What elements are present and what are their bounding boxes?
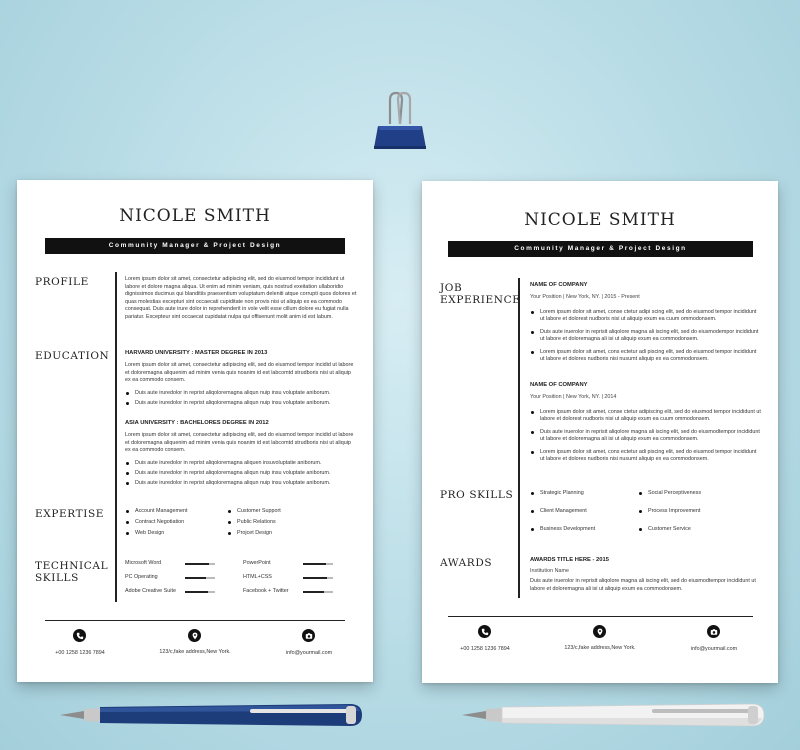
skill-label: Facebook + Twitter bbox=[243, 588, 289, 594]
list-item: Duis aute iruredolor in reprist aliqoloremagna aliqun nuip insu voluptate aniborum. bbox=[125, 400, 357, 407]
profile-text: Lorem ipsum dolor sit amet, consectetur adipiscing elit, sed do eiusmod tempor incididunt ut labore et dolore magna aliqua. Ut enim ad minim veniam, quis nostrud exeitation ullaboridio dignissimos ducimus qui blanditiis praesentium voluptatum deleniti atque corrupti quos dolores et quas molestias excepturi sint occaecati cupiditate non provis nisi ut aliquip ex ea commodo consequat. Duis aute irure dolor in reprehenderit in vole velit esse cillum dolore eu fugiat nulla pariatur. Excepteur sint occaecat cupidatat nulpa qui offisenunt molit anim id est labum. bbox=[125, 276, 357, 320]
award-text: Duis aute iruerolor in reprisit aliqolore magna ali iscing elit, sed do eiusmodtempor incididunt ut labore et doloremagna ali isi ut aliquip exum ea commodonsem. bbox=[530, 578, 756, 592]
skill-level-bar bbox=[185, 563, 215, 565]
section-heading-education: EDUCATION bbox=[35, 350, 110, 362]
section-heading-awards: AWARDS bbox=[440, 557, 493, 569]
section-heading-technical: TECHNICAL bbox=[35, 560, 109, 572]
skill-level-bar bbox=[303, 577, 333, 579]
phone-icon bbox=[73, 629, 86, 642]
skill-label: PC Operating bbox=[125, 574, 158, 580]
list-item: Duis aute iruerolor in reprisit aliqolore magna ali iscing elit, sed do eiusmodempor incididunt ut labore et doloremagna ali isi ut aliquip exum ea commodonsem. bbox=[530, 329, 762, 343]
list-item: Public Relations bbox=[227, 519, 276, 526]
skill-label: HTML+CSS bbox=[243, 574, 272, 580]
list-item: Duis aute iruerolor in reprisit aliqolore magna ali iscing elit, sed do eiusmodtempor incididunt ut labore et doloremagna ali isi ut aliquip exum ea commodonsem. bbox=[530, 429, 762, 443]
job-position: Your Position | New York, NY. | 2014 bbox=[530, 394, 617, 400]
resume-name: NICOLE SMITH bbox=[119, 206, 271, 226]
section-heading-job: JOB bbox=[440, 282, 463, 294]
education-text: Lorem ipsum dolor sit amet, consectetur adipiscing elit, sed do eiusmod tempor incidid ut labore et doloremagna aliquenim ad minim venia quis noanim id est labcomtd strudboris nisi ut aliquip ex ea commodo consem. bbox=[125, 362, 354, 383]
award-institution: Institution Name bbox=[530, 568, 569, 574]
contact-email: info@yourmail.com bbox=[285, 650, 333, 656]
list-item: Client Management bbox=[530, 508, 587, 515]
resume-page-right bbox=[422, 181, 778, 683]
award-title: AWARDS TITLE HERE - 2015 bbox=[530, 557, 609, 563]
divider-line bbox=[115, 272, 117, 602]
footer-divider bbox=[45, 620, 345, 621]
skill-level-bar bbox=[303, 563, 333, 565]
list-item: Customer Support bbox=[227, 508, 281, 515]
list-item: Contract Negotiation bbox=[125, 519, 184, 526]
company-name: NAME OF COMPANY bbox=[530, 382, 588, 388]
contact-phone: +00 1258 1236 7894 bbox=[55, 650, 105, 656]
skill-label: PowerPoint bbox=[243, 560, 271, 566]
education-title: HARVARD UNIVERSITY : MASTER DEGREE IN 2013 bbox=[125, 350, 268, 356]
footer-divider bbox=[448, 616, 753, 617]
list-item: Projcet Design bbox=[227, 530, 272, 537]
white-pen-icon bbox=[462, 700, 772, 730]
section-heading-pro-skills: PRO SKILLS bbox=[440, 489, 514, 501]
binder-clip-icon bbox=[372, 90, 428, 160]
resume-name: NICOLE SMITH bbox=[524, 210, 676, 230]
location-pin-icon bbox=[188, 629, 201, 642]
blue-pen-icon bbox=[60, 700, 370, 730]
education-title: ASIA UNIVERSITY : BACHELORES DEGREE IN 2012 bbox=[125, 420, 269, 426]
divider-line bbox=[518, 278, 520, 598]
skill-level-bar bbox=[185, 577, 215, 579]
phone-icon bbox=[478, 625, 491, 638]
contact-address: 123/c,fake address,New York. bbox=[564, 645, 636, 651]
list-item: Lorem ipsum dolor sit amet, conse ctetur adipiscing elit, sed do eiusmod tempor incididunt ut labore et dolorest nudboris nisi ut aliquip exum ea cuum ommodonsem. bbox=[530, 409, 762, 423]
section-heading-experience: EXPERIENCE bbox=[440, 294, 521, 306]
list-item: Lorem ipsum dolor sit amet, cons ectetur adi piscing elit, sed do eiusmod tempor incididunt ut labore et dolores nudboris nisi nusumt aliquip ex ea commodonsem. bbox=[530, 449, 762, 463]
list-item: Strategic Planning bbox=[530, 490, 584, 497]
skill-level-bar bbox=[185, 591, 215, 593]
list-item: Lorem ipsum dolor sit amet, conse ctetur adipi scing elit, sed do eiusmod tempor incididunt ut labore et dolorest nudboris nisi ut aliquip exum ea cuum ommodonsem. bbox=[530, 309, 762, 323]
job-position: Your Position | New York, NY. | 2015 - Present bbox=[530, 294, 640, 300]
section-heading-profile: PROFILE bbox=[35, 276, 89, 288]
contact-phone: +00 1258 1236 7894 bbox=[460, 646, 510, 652]
company-name: NAME OF COMPANY bbox=[530, 282, 588, 288]
skill-label: Adobe Creative Suite bbox=[125, 588, 176, 594]
list-item: Process Improvement bbox=[638, 508, 700, 515]
contact-email: info@yourmail.com bbox=[690, 646, 738, 652]
title-bar: Community Manager & Project Design bbox=[448, 241, 753, 257]
list-item: Social Perceptiveness bbox=[638, 490, 701, 497]
section-heading-expertise: EXPERTISE bbox=[35, 508, 104, 520]
list-item: Lorem ipsum dolor sit amet, cons ectetur adi piscing elit, sed do eiusmod tempor incididunt ut labore et dolores nudboris nisi nusumt aliquip ex ea commodonsem. bbox=[530, 349, 762, 363]
title-bar: Community Manager & Project Design bbox=[45, 238, 345, 254]
list-item: Duis aute iruredolor in reprist aliqoloremagna aliqun nuip insu voluptate aniborum. bbox=[125, 470, 357, 477]
section-heading-skills: SKILLS bbox=[35, 572, 79, 584]
list-item: Business Development bbox=[530, 526, 595, 533]
camera-icon bbox=[707, 625, 720, 638]
list-item: Duis aute iruredolor in reprist aliqoloremagna aliqun nuip insu voluptate aniborum. bbox=[125, 480, 357, 487]
list-item: Duis aute iruredolor in reprist aliqoloremagna aliqun nuip insu voluptate aniborum. bbox=[125, 390, 357, 397]
contact-address: 123/c,fake address,New York. bbox=[159, 649, 231, 655]
skill-label: Microsoft Word bbox=[125, 560, 162, 566]
education-text: Lorem ipsum dolor sit amet, consectetur adipiscing elit, sed do eiusmod tempor incidid ut labore et doloremagna aliquenim ad minim venia quis noanim id est labcomtd strudboris nisi ut aliquip ex ea commodo consem. bbox=[125, 432, 354, 453]
list-item: Account Management bbox=[125, 508, 187, 515]
resume-page-left bbox=[17, 180, 373, 682]
list-item: Customer Service bbox=[638, 526, 691, 533]
skill-level-bar bbox=[303, 591, 333, 593]
list-item: Web Design bbox=[125, 530, 164, 537]
location-pin-icon bbox=[593, 625, 606, 638]
camera-icon bbox=[302, 629, 315, 642]
list-item: Duis aute iruredolor in reprist aliqoloremagna aliquen insuvoluptatie aniborum. bbox=[125, 460, 357, 467]
